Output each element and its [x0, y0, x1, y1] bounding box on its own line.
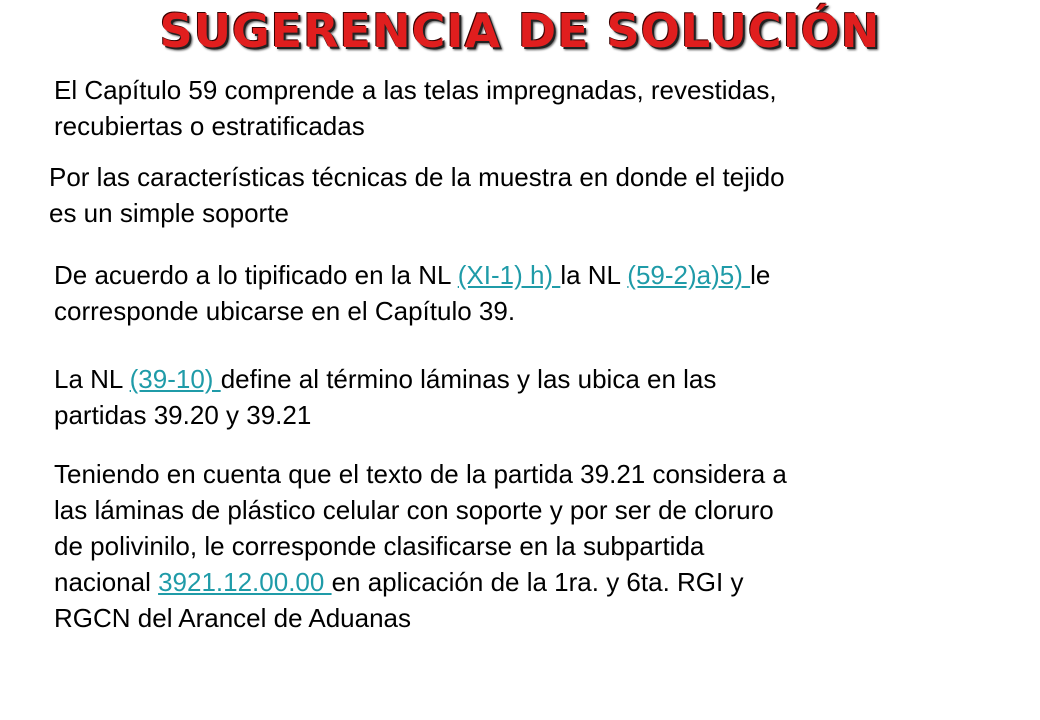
text-line: partidas 39.20 y 39.21 [54, 400, 312, 430]
paragraph-technical-features [49, 159, 979, 231]
text-line: corresponde ubicarse en el Capítulo 39. [54, 296, 516, 326]
paragraph-chapter-59 [54, 72, 984, 144]
text-line: de polivinilo, le corresponde clasificarse en la subpartida [54, 531, 705, 561]
text-segment: nacional [54, 567, 159, 597]
text-line: recubiertas o estratificadas [54, 111, 365, 141]
text-segment: le [750, 260, 771, 290]
paragraph-classification [54, 456, 984, 636]
text-segment: De acuerdo a lo tipificado en la NL [54, 260, 458, 290]
text-line: las láminas de plástico celular con soporte y por ser de cloruro [54, 495, 774, 525]
text-segment: La NL [54, 364, 130, 394]
text-line: es un simple soporte [49, 198, 289, 228]
page-title: SUGERENCIA DE SOLUCIÓN [159, 4, 881, 58]
text-segment: define al término láminas y las ubica en las [220, 364, 717, 394]
link-nl-xi-1-h[interactable]: (XI-1) h) [457, 260, 561, 290]
text-line: El Capítulo 59 comprende a las telas impregnadas, revestidas, [54, 75, 777, 105]
link-nl-59-2-a-5[interactable]: (59-2)a)5) [627, 260, 751, 290]
text-line: Por las características técnicas de la muestra en donde el tejido [49, 162, 785, 192]
text-segment: en aplicación de la 1ra. y 6ta. RGI y [331, 567, 744, 597]
link-nl-39-10[interactable]: (39-10) [129, 364, 221, 394]
text-line: Teniendo en cuenta que el texto de la partida 39.21 considera a [54, 459, 787, 489]
paragraph-laminas-definition [54, 361, 954, 433]
text-segment: la NL [560, 260, 628, 290]
paragraph-legal-note [54, 257, 984, 329]
link-subpartida-3921[interactable]: 3921.12.00.00 [158, 567, 332, 597]
text-line: RGCN del Arancel de Aduanas [54, 603, 411, 633]
